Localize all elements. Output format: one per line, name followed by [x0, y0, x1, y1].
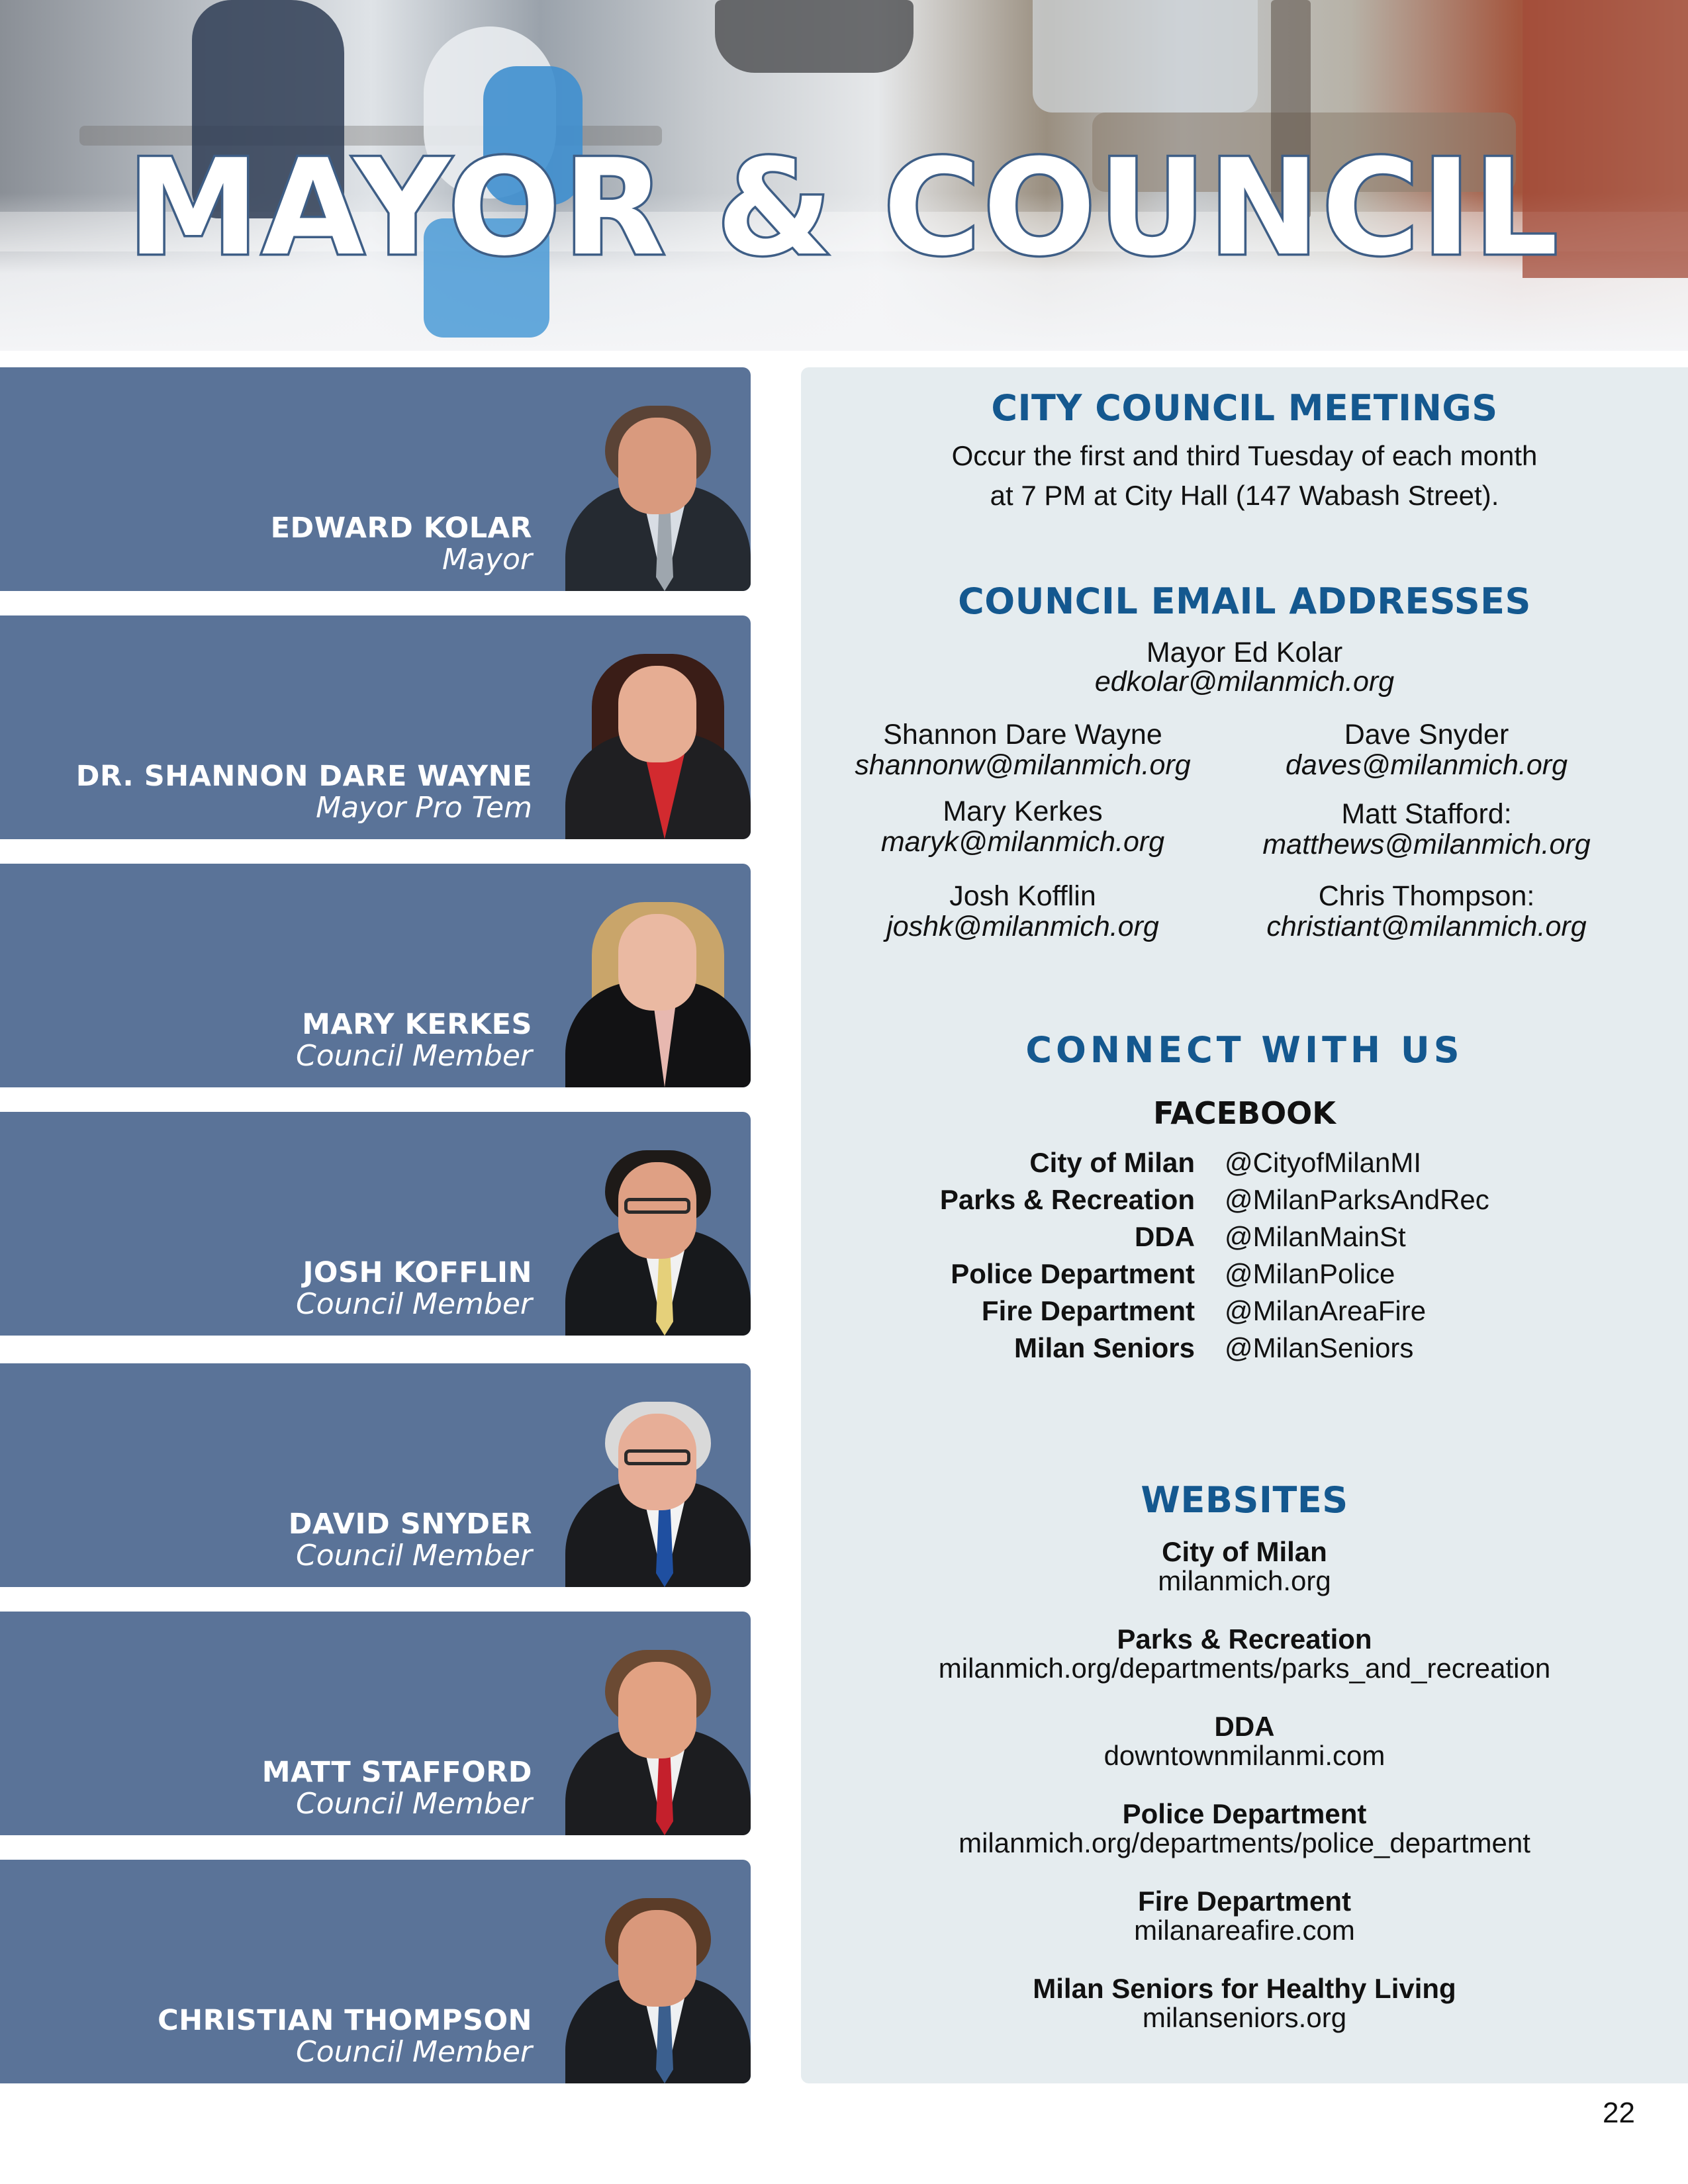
website-url[interactable]: milanareafire.com: [1134, 1915, 1355, 1946]
member-name: MARY KERKES: [302, 1008, 532, 1041]
website-label: Fire Department: [1137, 1886, 1352, 1917]
email-address: daves@milanmich.org: [1285, 749, 1568, 781]
facebook-row: [801, 1258, 1688, 1295]
website-url[interactable]: milanmich.org: [1158, 1565, 1331, 1596]
website-url[interactable]: milanmich.org/departments/police_department: [959, 1827, 1530, 1858]
member-name: DR. SHANNON DARE WAYNE: [75, 760, 532, 793]
emails-heading: COUNCIL EMAIL ADDRESSES: [958, 580, 1531, 622]
websites-heading: WEBSITES: [1141, 1479, 1348, 1521]
facebook-handle: @MilanSeniors: [1225, 1332, 1414, 1363]
member-name: CHRISTIAN THOMPSON: [158, 2004, 532, 2037]
email-address: shannonw@milanmich.org: [855, 749, 1191, 781]
website-entry: [801, 1712, 1688, 1770]
page-number: 22: [1603, 2097, 1635, 2129]
meetings-heading: CITY COUNCIL MEETINGS: [991, 387, 1498, 429]
member-role: Council Member: [295, 1039, 532, 1073]
hero-figure-grey: [715, 0, 914, 73]
member-name: MATT STAFFORD: [261, 1756, 532, 1789]
meetings-line-1: Occur the first and third Tuesday of each month: [951, 440, 1538, 471]
website-url[interactable]: milanseniors.org: [1142, 2002, 1347, 2033]
facebook-handle: @MilanMainSt: [1225, 1221, 1406, 1252]
member-photo: [552, 1137, 751, 1336]
facebook-label: City of Milan: [1029, 1147, 1195, 1178]
website-url[interactable]: milanmich.org/departments/parks_and_recreation: [938, 1653, 1551, 1684]
facebook-label: Parks & Recreation: [939, 1184, 1195, 1215]
member-role: Mayor Pro Tem: [316, 791, 532, 825]
facebook-row: [801, 1332, 1688, 1369]
glasses-icon: [624, 1449, 690, 1465]
facebook-row: [801, 1147, 1688, 1184]
email-address: christiant@milanmich.org: [1266, 911, 1587, 942]
website-entry: [801, 1887, 1688, 1945]
facebook-label: Fire Department: [981, 1295, 1195, 1326]
facebook-heading: FACEBOOK: [1153, 1095, 1336, 1131]
email-entry: [1205, 799, 1648, 860]
connect-heading: CONNECT WITH US: [1025, 1029, 1464, 1071]
email-name: Chris Thompson:: [1318, 880, 1535, 912]
member-role: Council Member: [295, 2035, 532, 2069]
email-address: matthews@milanmich.org: [1262, 829, 1591, 860]
member-photo: [552, 1388, 751, 1587]
hero-window: [1033, 0, 1258, 113]
member-card: [0, 367, 751, 591]
facebook-handle: @MilanPolice: [1225, 1258, 1395, 1289]
member-card: [0, 1112, 751, 1336]
member-role: Mayor: [442, 543, 532, 576]
member-card: [0, 615, 751, 839]
website-label: Police Department: [1122, 1798, 1367, 1829]
member-photo: [552, 1637, 751, 1835]
email-address: joshk@milanmich.org: [886, 911, 1159, 942]
email-entry: [801, 881, 1244, 942]
email-entry: [801, 719, 1244, 780]
glasses-icon: [624, 1198, 690, 1214]
website-entry: [801, 1799, 1688, 1858]
member-photo: [552, 392, 751, 591]
website-label: Parks & Recreation: [1117, 1623, 1372, 1655]
member-card: [0, 864, 751, 1087]
member-role: Council Member: [295, 1787, 532, 1821]
email-entry: [801, 796, 1244, 857]
facebook-row: [801, 1295, 1688, 1332]
member-role: Council Member: [295, 1287, 532, 1321]
website-entry: [801, 1974, 1688, 2032]
info-panel: [801, 367, 1688, 2083]
hero-banner: [0, 0, 1688, 351]
email-name: Shannon Dare Wayne: [883, 719, 1162, 751]
email-address: maryk@milanmich.org: [880, 826, 1165, 858]
page-title: MAYOR & COUNCIL: [127, 131, 1561, 285]
website-label: City of Milan: [1162, 1536, 1327, 1567]
facebook-handle: @MilanParksAndRec: [1225, 1184, 1489, 1215]
email-name: Dave Snyder: [1344, 719, 1509, 751]
email-name: Mary Kerkes: [943, 796, 1103, 827]
member-photo: [552, 889, 751, 1087]
member-name: JOSH KOFFLIN: [303, 1256, 532, 1289]
email-address: edkolar@milanmich.org: [1094, 666, 1395, 698]
website-entry: [801, 1537, 1688, 1596]
member-name: DAVID SNYDER: [288, 1508, 532, 1541]
member-name: EDWARD KOLAR: [270, 512, 532, 545]
email-name: Mayor Ed Kolar: [1146, 637, 1343, 668]
member-card: [0, 1363, 751, 1587]
member-card: [0, 1860, 751, 2083]
email-name: Matt Stafford:: [1341, 798, 1512, 830]
facebook-label: Police Department: [951, 1258, 1195, 1289]
facebook-row: [801, 1221, 1688, 1258]
email-entry: [1205, 719, 1648, 780]
website-url[interactable]: downtownmilanmi.com: [1103, 1740, 1385, 1771]
email-entry: [1205, 881, 1648, 942]
member-photo: [552, 1885, 751, 2083]
member-role: Council Member: [295, 1539, 532, 1572]
member-card: [0, 1612, 751, 1835]
facebook-handle: @CityofMilanMI: [1225, 1147, 1422, 1178]
facebook-label: DDA: [1135, 1221, 1195, 1252]
website-label: DDA: [1214, 1711, 1275, 1742]
facebook-label: Milan Seniors: [1013, 1332, 1195, 1363]
website-label: Milan Seniors for Healthy Living: [1033, 1973, 1456, 2004]
email-name: Josh Kofflin: [949, 880, 1096, 912]
facebook-row: [801, 1184, 1688, 1221]
facebook-handle: @MilanAreaFire: [1225, 1295, 1427, 1326]
website-entry: [801, 1625, 1688, 1683]
member-photo: [552, 641, 751, 839]
meetings-line-2: at 7 PM at City Hall (147 Wabash Street).: [990, 480, 1499, 511]
